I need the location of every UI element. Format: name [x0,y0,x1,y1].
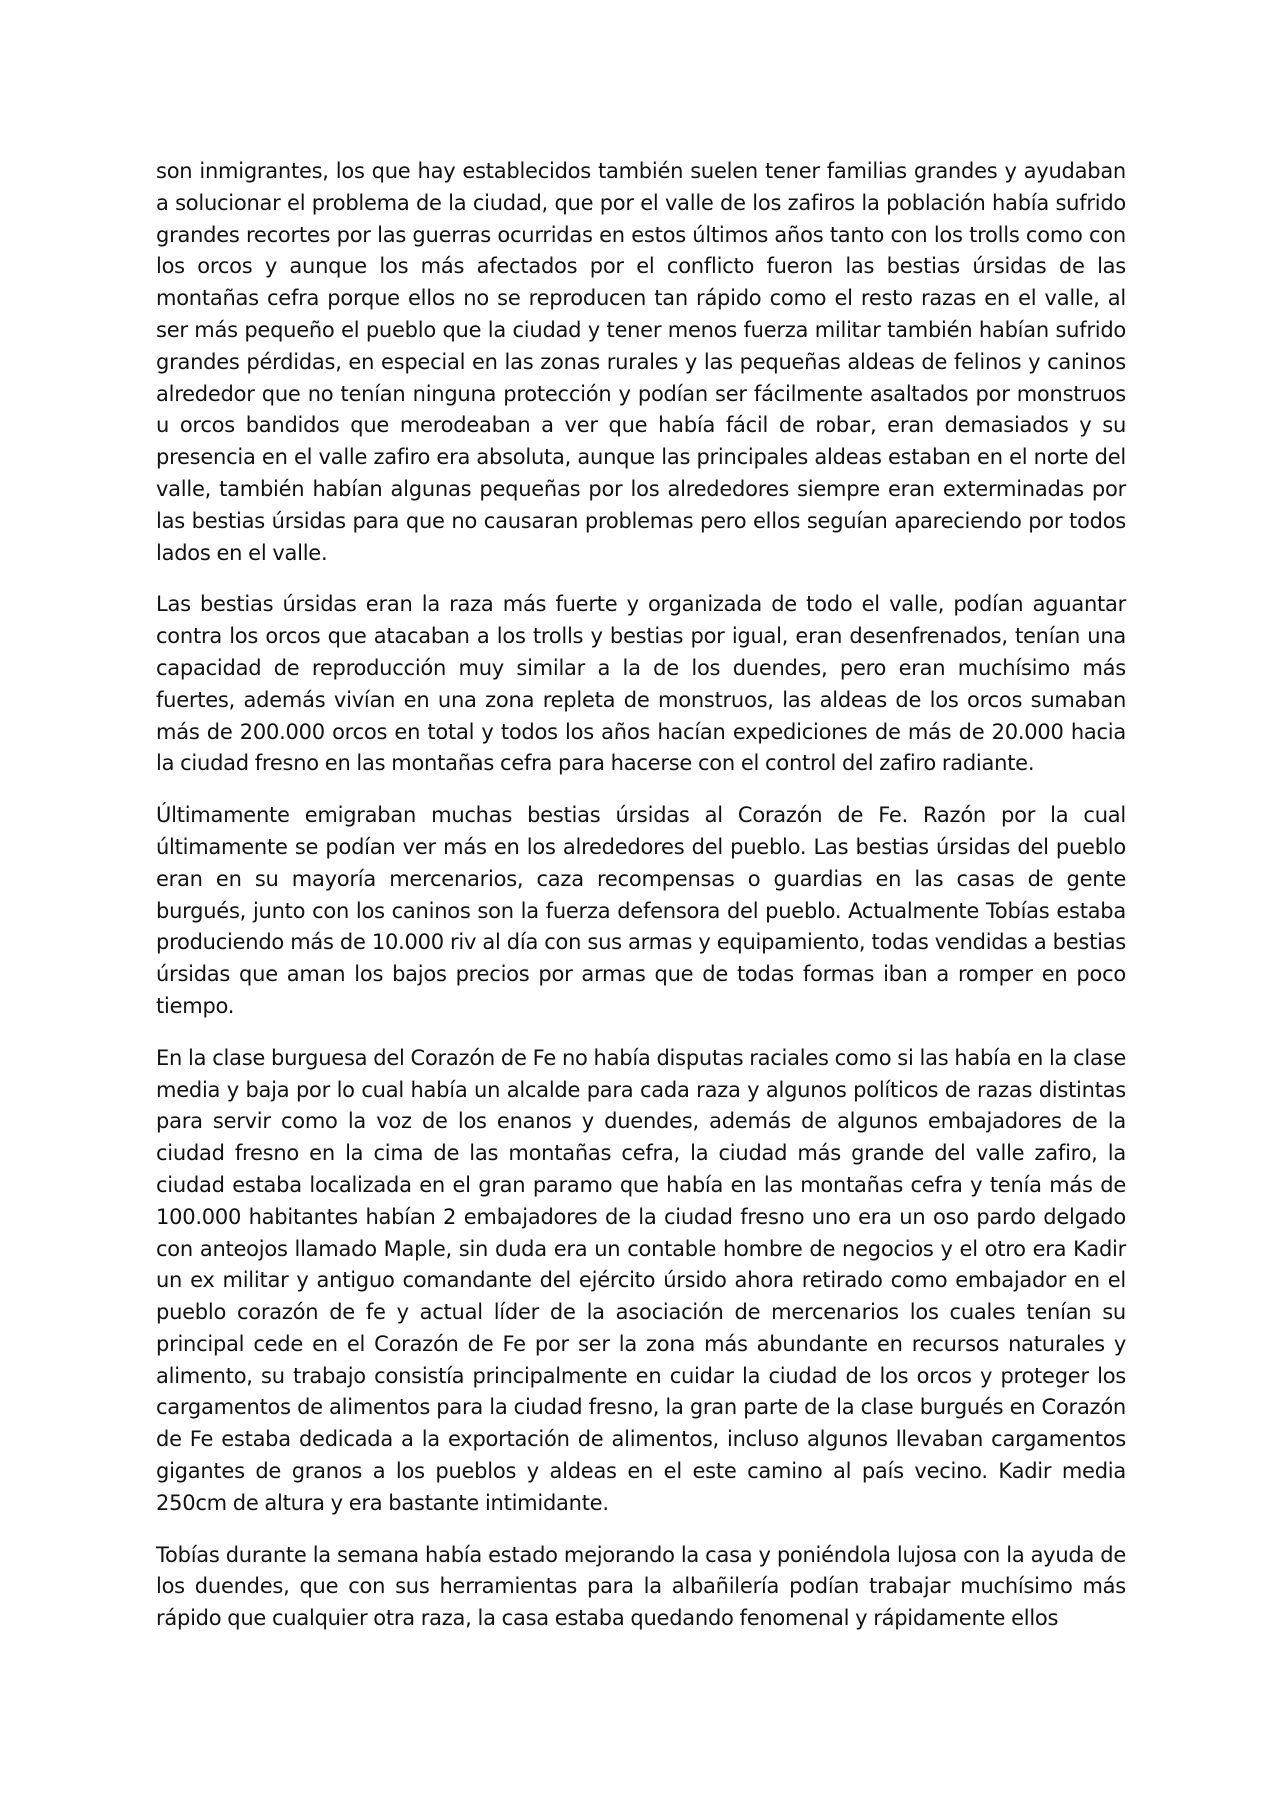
document-page [156,156,1126,1655]
paragraph-5: Tobías durante la semana había estado mejorando la casa y poniéndola lujosa con la ayuda de los duendes, que con sus herramientas para la albañilería podían trabajar muchísimo más rápido que cualquier otra raza, la casa estaba quedando fenomenal y rápidamente ellos [156,1542,1126,1631]
paragraph-3: Últimamente emigraban muchas bestias úrsidas al Corazón de Fe. Razón por la cual últimamente se podían ver más en los alrededores del pueblo. Las bestias úrsidas del pueblo eran en su mayoría mercenarios, caza recompensas o guardias en las casas de gente burgués, junto con los caninos son la fuerza defensora del pueblo. Actualmente Tobías estaba produciendo más de 10.000 riv al día con sus armas y equipamiento, todas vendidas a bestias úrsidas que aman los bajos precios por armas que de todas formas iban a romper en poco tiempo. [156,803,1126,1018]
paragraph-1: son inmigrantes, los que hay establecidos también suelen tener familias grandes y ayudaban a solucionar el problema de la ciudad, que por el valle de los zafiros la población había sufrido grandes recortes por las guerras ocurridas en estos últimos años tanto con los trolls como con los orcos y aunque los más afectados por el conflicto fueron las bestias úrsidas de las montañas cefra porque ellos no se reproducen tan rápido como el resto razas en el valle, al ser más pequeño el pueblo que la ciudad y tener menos fuerza militar también habían sufrido grandes pérdidas, en especial en las zonas rurales y las pequeñas aldeas de felinos y caninos alrededor que no tenían ninguna protección y podían ser fácilmente asaltados por monstruos u orcos bandidos que merodeaban a ver que había fácil de robar, eran demasiados y su presencia en el valle zafiro era absoluta, aunque las principales aldeas estaban en el norte del valle, también habían algunas pequeñas por los alrededores siempre eran exterminadas por las bestias úrsidas para que no causaran problemas pero ellos seguían apareciendo por todos lados en el valle. [156,159,1126,565]
paragraph-2: Las bestias úrsidas eran la raza más fuerte y organizada de todo el valle, podían aguantar contra los orcos que atacaban a los trolls y bestias por igual, eran desenfrenados, tenían una capacidad de reproducción muy similar a la de los duendes, pero eran muchísimo más fuertes, además vivían en una zona repleta de monstruos, las aldeas de los orcos sumaban más de 200.000 orcos en total y todos los años hacían expediciones de más de 20.000 hacia la ciudad fresno en las montañas cefra para hacerse con el control del zafiro radiante. [156,592,1126,776]
paragraph-4: En la clase burguesa del Corazón de Fe no había disputas raciales como si las había en la clase media y baja por lo cual había un alcalde para cada raza y algunos políticos de razas distintas para servir como la voz de los enanos y duendes, además de algunos embajadores de la ciudad fresno en la cima de las montañas cefra, la ciudad más grande del valle zafiro, la ciudad estaba localizada en el gran paramo que había en las montañas cefra y tenía más de 100.000 habitantes habían 2 embajadores de la ciudad fresno uno era un oso pardo delgado con anteojos llamado Maple, sin duda era un contable hombre de negocios y el otro era Kadir un ex militar y antiguo comandante del ejército úrsido ahora retirado como embajador en el pueblo corazón de fe y actual líder de la asociación de mercenarios los cuales tenían su principal cede en el Corazón de Fe por ser la zona más abundante en recursos naturales y alimento, su trabajo consistía principalmente en cuidar la ciudad de los orcos y proteger los cargamentos de alimentos para la ciudad fresno, la gran parte de la clase burgués en Corazón de Fe estaba dedicada a la exportación de alimentos, incluso algunos llevaban cargamentos gigantes de granos a los pueblos y aldeas en el este camino al país vecino. Kadir media 250cm de altura y era bastante intimidante. [156,1045,1126,1515]
